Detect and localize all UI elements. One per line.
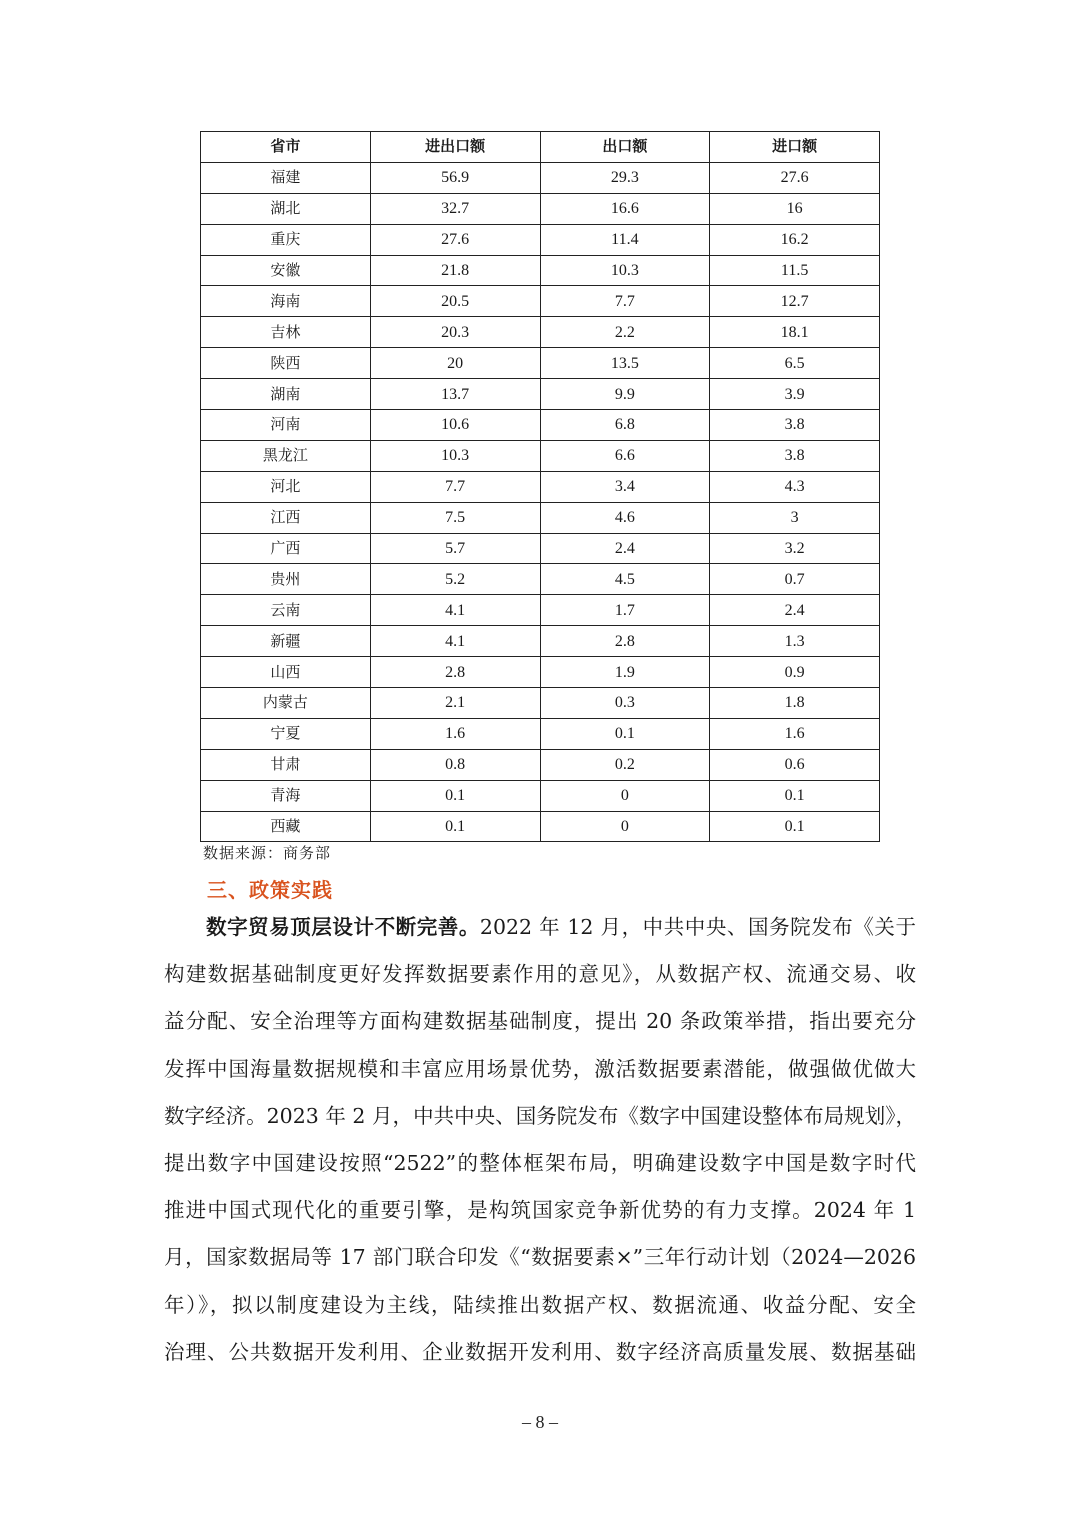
table-row (201, 410, 880, 441)
table-row (201, 595, 880, 626)
cell-province: 广西 (201, 533, 371, 564)
section-heading: 三、政策实践 (207, 878, 333, 902)
cell-total: 5.7 (370, 533, 540, 564)
cell-total: 13.7 (370, 379, 540, 410)
paragraph-line: 推进中国式现代化的重要引擎，是构筑国家竞争新优势的有力支撑。2024 年 1 (164, 1198, 916, 1223)
cell-export: 0.1 (540, 718, 710, 749)
cell-total: 5.2 (370, 564, 540, 595)
cell-province: 陕西 (201, 348, 371, 379)
paragraph-line: 年）》，拟以制度建设为主线，陆续推出数据产权、数据流通、收益分配、安全 (164, 1292, 916, 1317)
table-row (201, 502, 880, 533)
cell-export: 10.3 (540, 255, 710, 286)
table-row (201, 224, 880, 255)
cell-province: 宁夏 (201, 718, 371, 749)
header-import: 进口额 (710, 132, 880, 163)
paragraph-line: 治理、公共数据开发利用、企业数据开发利用、数字经济高质量发展、数据基础 (164, 1339, 916, 1364)
cell-export: 6.8 (540, 410, 710, 441)
trade-by-province-table (200, 131, 880, 842)
cell-province: 河南 (201, 410, 371, 441)
cell-total: 2.1 (370, 688, 540, 719)
cell-import: 1.3 (710, 626, 880, 657)
cell-import: 6.5 (710, 348, 880, 379)
cell-export: 2.8 (540, 626, 710, 657)
cell-province: 河北 (201, 471, 371, 502)
cell-export: 16.6 (540, 193, 710, 224)
cell-province: 江西 (201, 502, 371, 533)
table-row (201, 688, 880, 719)
cell-province: 内蒙古 (201, 688, 371, 719)
cell-province: 重庆 (201, 224, 371, 255)
table-row (201, 286, 880, 317)
table-row (201, 348, 880, 379)
cell-total: 0.1 (370, 811, 540, 842)
table-row (201, 718, 880, 749)
cell-export: 2.4 (540, 533, 710, 564)
cell-import: 3 (710, 502, 880, 533)
paragraph-line-first (164, 904, 916, 951)
paragraph-line: 提出数字中国建设按照“2522”的整体框架布局，明确建设数字中国是数字时代 (164, 1150, 916, 1175)
cell-total: 0.8 (370, 749, 540, 780)
header-total: 进出口额 (370, 132, 540, 163)
page-number: – 8 – (522, 1412, 558, 1432)
cell-export: 9.9 (540, 379, 710, 410)
paragraph-line: 月，国家数据局等 17 部门联合印发《“数据要素×”三年行动计划（2024—2026 (164, 1245, 916, 1270)
cell-import: 3.9 (710, 379, 880, 410)
cell-import: 0.9 (710, 657, 880, 688)
cell-total: 4.1 (370, 626, 540, 657)
table-row (201, 811, 880, 842)
paragraph-line: 数字经济。2023 年 2 月，中共中央、国务院发布《数字中国建设整体布局规划》， (164, 1103, 916, 1128)
cell-import: 18.1 (710, 317, 880, 348)
cell-total: 27.6 (370, 224, 540, 255)
cell-import: 0.6 (710, 749, 880, 780)
cell-export: 0.2 (540, 749, 710, 780)
paragraph-line: 发挥中国海量数据规模和丰富应用场景优势，激活数据要素潜能，做强做优做大 (164, 1056, 916, 1081)
cell-export: 0.3 (540, 688, 710, 719)
paragraph-line-text: 2022 年 12 月，中共中央、国务院发布《关于 (479, 915, 916, 939)
cell-import: 0.1 (710, 811, 880, 842)
header-export: 出口额 (540, 132, 710, 163)
paragraph-line: 益分配、安全治理等方面构建数据基础制度，提出 20 条政策举措，指出要充分 (164, 1009, 916, 1034)
cell-import: 1.8 (710, 688, 880, 719)
cell-province: 山西 (201, 657, 371, 688)
cell-import: 0.7 (710, 564, 880, 595)
cell-export: 13.5 (540, 348, 710, 379)
cell-total: 56.9 (370, 162, 540, 193)
cell-province: 安徽 (201, 255, 371, 286)
table-row (201, 440, 880, 471)
cell-total: 20.5 (370, 286, 540, 317)
cell-import: 27.6 (710, 162, 880, 193)
cell-import: 11.5 (710, 255, 880, 286)
table-row (201, 749, 880, 780)
cell-import: 16 (710, 193, 880, 224)
cell-export: 7.7 (540, 286, 710, 317)
cell-export: 3.4 (540, 471, 710, 502)
cell-export: 0 (540, 811, 710, 842)
cell-province: 甘肃 (201, 749, 371, 780)
cell-total: 1.6 (370, 718, 540, 749)
table-row (201, 780, 880, 811)
cell-export: 11.4 (540, 224, 710, 255)
cell-total: 20 (370, 348, 540, 379)
cell-export: 2.2 (540, 317, 710, 348)
cell-import: 0.1 (710, 780, 880, 811)
cell-province: 新疆 (201, 626, 371, 657)
table-row (201, 626, 880, 657)
table-row (201, 162, 880, 193)
cell-export: 29.3 (540, 162, 710, 193)
table-row (201, 193, 880, 224)
cell-province: 湖北 (201, 193, 371, 224)
table-header-row (201, 132, 880, 163)
cell-province: 西藏 (201, 811, 371, 842)
table-row (201, 533, 880, 564)
cell-total: 10.3 (370, 440, 540, 471)
cell-total: 4.1 (370, 595, 540, 626)
table-source-note: 数据来源：商务部 (203, 844, 332, 862)
cell-import: 2.4 (710, 595, 880, 626)
table-row (201, 471, 880, 502)
cell-import: 16.2 (710, 224, 880, 255)
cell-export: 1.7 (540, 595, 710, 626)
cell-import: 12.7 (710, 286, 880, 317)
cell-export: 4.6 (540, 502, 710, 533)
cell-province: 云南 (201, 595, 371, 626)
cell-province: 黑龙江 (201, 440, 371, 471)
table-row (201, 317, 880, 348)
table-row (201, 657, 880, 688)
cell-province: 吉林 (201, 317, 371, 348)
paragraph-bold-lead: 数字贸易顶层设计不断完善。 (206, 915, 480, 939)
cell-total: 21.8 (370, 255, 540, 286)
cell-import: 3.8 (710, 440, 880, 471)
cell-total: 2.8 (370, 657, 540, 688)
cell-province: 青海 (201, 780, 371, 811)
table-body (201, 162, 880, 842)
cell-import: 4.3 (710, 471, 880, 502)
cell-total: 7.7 (370, 471, 540, 502)
table-row (201, 564, 880, 595)
cell-export: 1.9 (540, 657, 710, 688)
cell-total: 20.3 (370, 317, 540, 348)
cell-province: 贵州 (201, 564, 371, 595)
cell-province: 福建 (201, 162, 371, 193)
cell-total: 0.1 (370, 780, 540, 811)
table-row (201, 379, 880, 410)
body-paragraph (164, 904, 916, 1376)
cell-export: 6.6 (540, 440, 710, 471)
paragraph-line: 构建数据基础制度更好发挥数据要素作用的意见》，从数据产权、流通交易、收 (164, 962, 916, 987)
cell-province: 海南 (201, 286, 371, 317)
cell-export: 0 (540, 780, 710, 811)
cell-total: 7.5 (370, 502, 540, 533)
cell-total: 32.7 (370, 193, 540, 224)
cell-import: 1.6 (710, 718, 880, 749)
cell-province: 湖南 (201, 379, 371, 410)
cell-import: 3.2 (710, 533, 880, 564)
header-province: 省市 (201, 132, 371, 163)
cell-total: 10.6 (370, 410, 540, 441)
cell-import: 3.8 (710, 410, 880, 441)
cell-export: 4.5 (540, 564, 710, 595)
table-row (201, 255, 880, 286)
